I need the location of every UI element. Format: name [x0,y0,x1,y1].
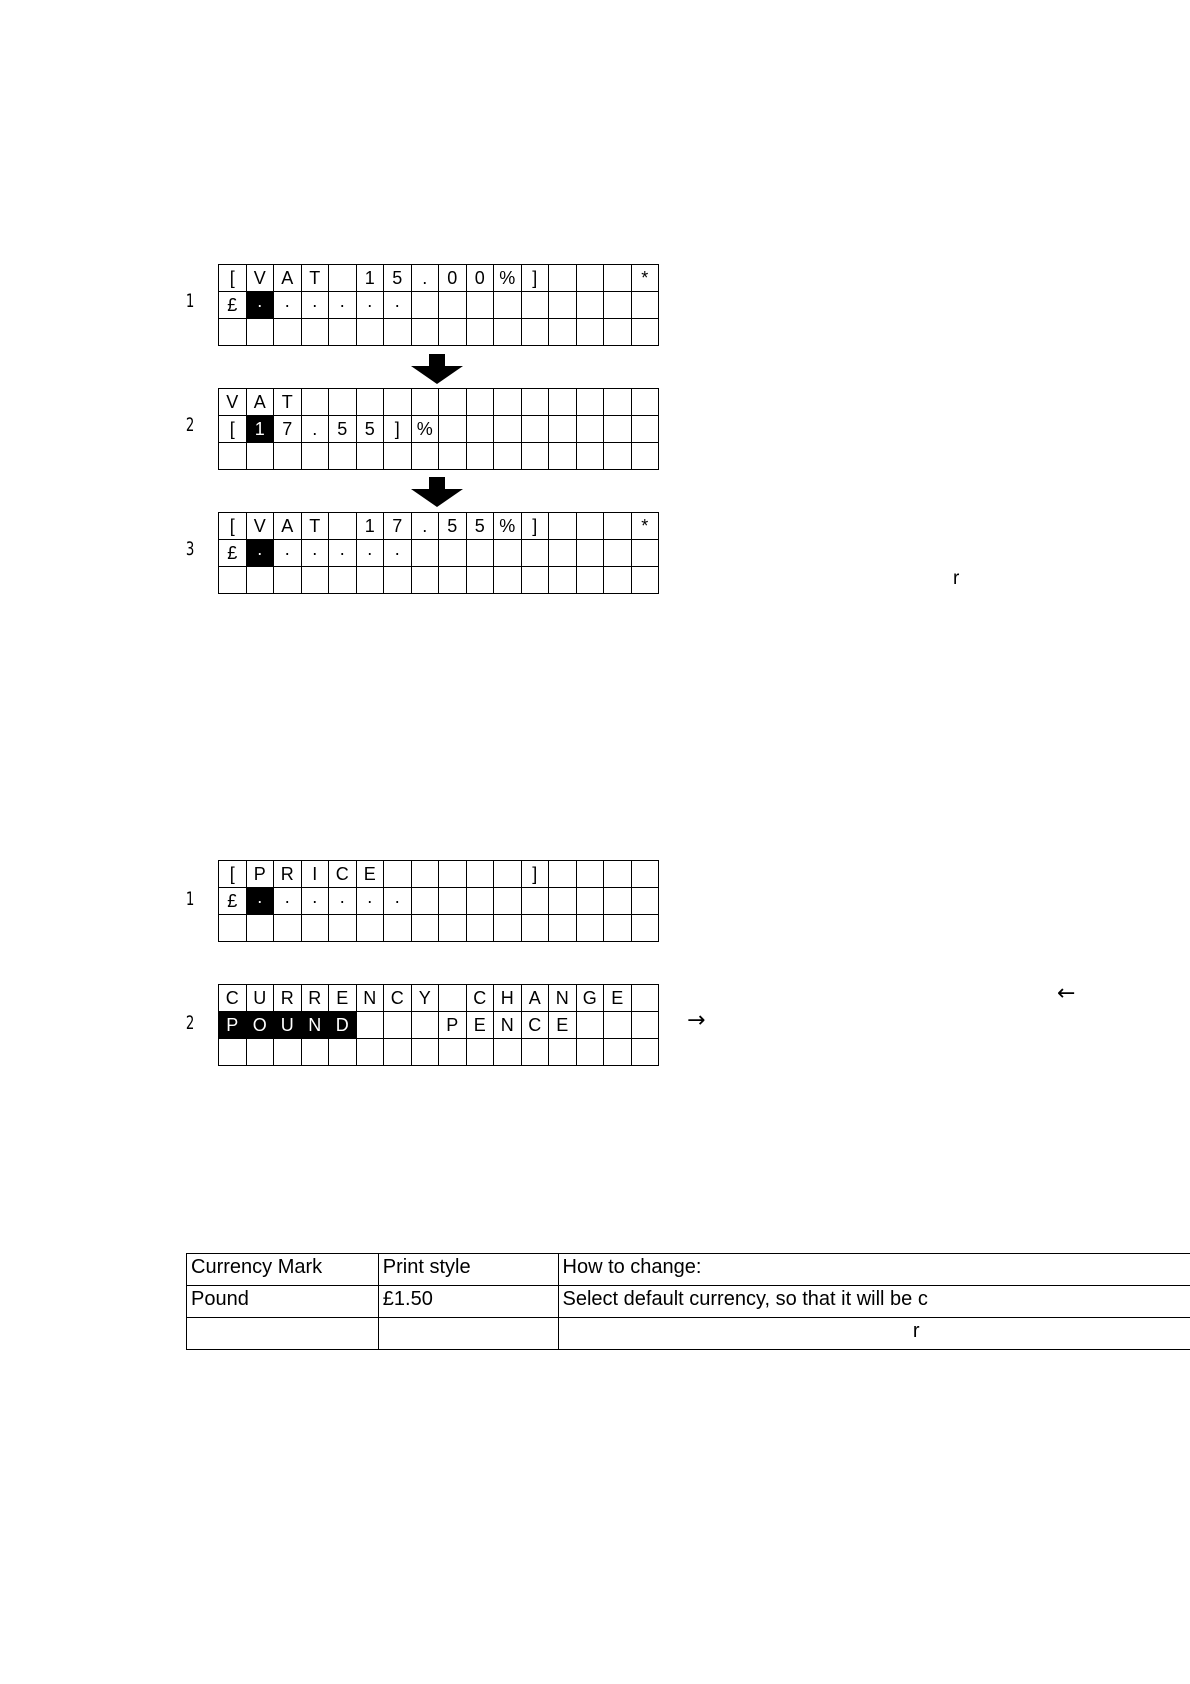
lcd-cell [494,861,522,888]
lcd-cell: ] [384,416,412,443]
cell-print-style [378,1318,558,1350]
lcd-cell [494,319,522,346]
vat-step-number: 2 [185,414,195,436]
lcd-cell [521,567,549,594]
lcd-cell: E [604,985,632,1012]
lcd-cell [576,567,604,594]
lcd-cell: R [274,861,302,888]
lcd-display [218,264,659,346]
lcd-cell [439,319,467,346]
lcd-cell [576,861,604,888]
lcd-cell [439,389,467,416]
lcd-cell: · [274,540,302,567]
lcd-row [219,567,659,594]
lcd-cell: % [494,265,522,292]
lcd-cell [549,540,577,567]
lcd-cell [466,540,494,567]
lcd-cell [301,389,329,416]
lcd-cell [301,1039,329,1066]
lcd-cell [494,915,522,942]
lcd-cell [631,1039,659,1066]
lcd-cell [384,861,412,888]
lcd-cell [439,1039,467,1066]
table-header-row [187,1254,1190,1286]
currency-table [186,1253,1190,1350]
lcd-cell: [ [219,513,247,540]
lcd-cell [576,443,604,470]
lcd-cell: A [274,265,302,292]
lcd-cell [521,389,549,416]
vat-step-number: 1 [185,290,195,312]
lcd-cell [356,567,384,594]
lcd-cell [439,443,467,470]
lcd-cell [604,915,632,942]
lcd-display [218,984,659,1066]
left-arrow-icon: ← [1057,981,1076,1006]
lcd-row [219,265,659,292]
lcd-cell [549,513,577,540]
lcd-cell [521,416,549,443]
lcd-cell: · [356,540,384,567]
lcd-cell: · [384,888,412,915]
lcd-row [219,416,659,443]
lcd-cell: · [384,540,412,567]
lcd-cell [576,416,604,443]
lcd-cell [329,1039,357,1066]
currency-step-number: 2 [185,1012,195,1034]
lcd-cell: N [301,1012,329,1039]
lcd-cell: 0 [466,265,494,292]
lcd-cell [631,389,659,416]
lcd-cell [301,567,329,594]
lcd-cell: · [329,888,357,915]
lcd-cell: · [274,292,302,319]
lcd-cell: U [274,1012,302,1039]
lcd-cell [521,1039,549,1066]
cell-how-to-change: r [558,1318,1190,1350]
lcd-cell: £ [219,540,247,567]
lcd-cell: 1 [356,513,384,540]
lcd-row [219,292,659,319]
lcd-display [218,512,659,594]
right-arrow-icon: → [687,1008,706,1033]
lcd-cell: 5 [384,265,412,292]
lcd-cell [466,389,494,416]
lcd-cell: V [246,513,274,540]
lcd-display [218,388,659,470]
lcd-cell [604,265,632,292]
lcd-row [219,888,659,915]
lcd-cell: N [356,985,384,1012]
lcd-cell: T [301,265,329,292]
lcd-cell: N [494,1012,522,1039]
lcd-cell [274,567,302,594]
lcd-cell [411,389,439,416]
lcd-cell [631,888,659,915]
lcd-cell [466,1039,494,1066]
lcd-cell: E [549,1012,577,1039]
lcd-cell: 1 [246,416,274,443]
lcd-cell [384,915,412,942]
lcd-cell [466,861,494,888]
lcd-cell [356,915,384,942]
lcd-cell: 5 [439,513,467,540]
lcd-row [219,319,659,346]
lcd-cell [301,915,329,942]
lcd-cell [576,915,604,942]
lcd-cell [549,915,577,942]
lcd-cell: £ [219,888,247,915]
lcd-cell [466,416,494,443]
lcd-cell [411,443,439,470]
lcd-cell [411,292,439,319]
lcd-cell [356,1039,384,1066]
lcd-cell: · [301,292,329,319]
lcd-cell [631,1012,659,1039]
lcd-cell: O [246,1012,274,1039]
lcd-cell: P [246,861,274,888]
lcd-cell [439,888,467,915]
lcd-cell [604,567,632,594]
lcd-cell [604,1012,632,1039]
lcd-cell: % [411,416,439,443]
lcd-cell [384,567,412,594]
lcd-cell [576,292,604,319]
lcd-cell [631,416,659,443]
currency-step-number: 1 [185,888,195,910]
down-arrow-icon [411,477,463,507]
lcd-cell [356,389,384,416]
lcd-cell: 0 [439,265,467,292]
lcd-cell [466,915,494,942]
lcd-cell [384,443,412,470]
lcd-cell [576,513,604,540]
lcd-cell: A [274,513,302,540]
lcd-display [218,860,659,942]
lcd-cell [411,1012,439,1039]
lcd-cell [274,915,302,942]
lcd-cell [219,1039,247,1066]
lcd-cell: 5 [466,513,494,540]
lcd-cell [604,443,632,470]
lcd-cell [631,319,659,346]
lcd-cell: · [301,540,329,567]
lcd-cell [411,1039,439,1066]
down-arrow-icon [411,354,463,384]
lcd-cell [549,443,577,470]
lcd-cell [494,567,522,594]
lcd-cell: C [466,985,494,1012]
lcd-cell [411,567,439,594]
lcd-cell [604,416,632,443]
table-row [187,1318,1190,1350]
lcd-cell: E [466,1012,494,1039]
lcd-cell: . [301,416,329,443]
lcd-cell: £ [219,292,247,319]
lcd-cell [301,319,329,346]
lcd-cell [604,861,632,888]
lcd-cell: · [274,888,302,915]
lcd-cell [549,265,577,292]
lcd-cell: ] [521,861,549,888]
lcd-cell [631,985,659,1012]
lcd-cell: · [246,540,274,567]
lcd-cell [356,443,384,470]
lcd-cell [439,861,467,888]
lcd-cell [329,265,357,292]
lcd-cell: * [631,513,659,540]
lcd-cell [521,443,549,470]
lcd-cell: E [329,985,357,1012]
cell-how-to-change: Select default currency, so that it will be c [558,1286,1190,1318]
lcd-cell: . [411,265,439,292]
lcd-cell: · [356,292,384,319]
lcd-row [219,513,659,540]
lcd-cell [329,567,357,594]
lcd-cell [466,567,494,594]
lcd-cell [246,567,274,594]
lcd-cell [329,319,357,346]
lcd-cell [411,861,439,888]
lcd-cell: % [494,513,522,540]
table-row [187,1286,1190,1318]
lcd-cell [576,319,604,346]
lcd-cell [384,389,412,416]
lcd-cell: · [329,292,357,319]
lcd-cell [521,888,549,915]
lcd-cell [576,265,604,292]
lcd-cell: C [219,985,247,1012]
lcd-cell [521,915,549,942]
lcd-cell [631,861,659,888]
lcd-row [219,1039,659,1066]
lcd-cell [494,443,522,470]
lcd-cell: · [246,888,274,915]
lcd-cell [521,319,549,346]
lcd-cell: C [521,1012,549,1039]
lcd-cell [219,567,247,594]
lcd-cell [246,319,274,346]
lcd-cell: ] [521,513,549,540]
lcd-cell [549,861,577,888]
lcd-cell [604,513,632,540]
lcd-cell [301,443,329,470]
lcd-cell: [ [219,416,247,443]
lcd-cell [576,1039,604,1066]
lcd-cell [521,540,549,567]
lcd-cell [329,389,357,416]
lcd-cell [631,540,659,567]
lcd-cell: A [246,389,274,416]
lcd-cell: V [246,265,274,292]
lcd-cell: . [411,513,439,540]
lcd-cell: · [356,888,384,915]
lcd-cell [631,915,659,942]
lcd-cell: 7 [384,513,412,540]
lcd-cell [631,292,659,319]
lcd-cell: 1 [356,265,384,292]
lcd-cell: Y [411,985,439,1012]
lcd-cell [439,567,467,594]
lcd-cell [274,1039,302,1066]
lcd-cell [219,319,247,346]
lcd-cell: D [329,1012,357,1039]
lcd-cell [631,443,659,470]
vat-step-number: 3 [185,538,195,560]
header-currency-mark: Currency Mark [187,1254,379,1286]
lcd-cell: · [329,540,357,567]
lcd-row [219,1012,659,1039]
lcd-cell: G [576,985,604,1012]
lcd-cell: [ [219,861,247,888]
lcd-cell [494,540,522,567]
lcd-row [219,389,659,416]
lcd-cell [411,915,439,942]
lcd-cell: E [356,861,384,888]
lcd-cell: · [246,292,274,319]
lcd-cell [439,416,467,443]
lcd-cell: 7 [274,416,302,443]
lcd-cell [411,540,439,567]
lcd-cell [246,1039,274,1066]
lcd-cell: V [219,389,247,416]
lcd-cell: 5 [356,416,384,443]
lcd-cell [411,319,439,346]
lcd-cell: [ [219,265,247,292]
lcd-cell [604,319,632,346]
cell-currency-mark: Pound [187,1286,379,1318]
lcd-cell [494,416,522,443]
lcd-cell [439,292,467,319]
lcd-row [219,915,659,942]
lcd-cell [604,292,632,319]
lcd-cell [576,389,604,416]
lcd-cell [466,319,494,346]
stray-text: r [953,568,960,589]
lcd-cell: C [384,985,412,1012]
lcd-cell [631,567,659,594]
lcd-cell [549,1039,577,1066]
lcd-cell [576,540,604,567]
lcd-cell: N [549,985,577,1012]
lcd-cell [576,1012,604,1039]
lcd-cell [466,443,494,470]
lcd-cell [219,443,247,470]
lcd-cell [494,888,522,915]
lcd-cell [439,540,467,567]
lcd-cell [549,888,577,915]
lcd-cell [549,416,577,443]
lcd-cell [604,540,632,567]
lcd-cell: 5 [329,416,357,443]
lcd-cell [604,389,632,416]
lcd-cell [549,292,577,319]
lcd-cell [356,1012,384,1039]
lcd-cell [549,319,577,346]
lcd-cell [549,389,577,416]
lcd-row [219,861,659,888]
lcd-cell [246,443,274,470]
lcd-cell [384,1039,412,1066]
lcd-cell [411,888,439,915]
lcd-cell [329,443,357,470]
lcd-cell [329,915,357,942]
lcd-cell: · [301,888,329,915]
lcd-cell [246,915,274,942]
lcd-cell [439,915,467,942]
lcd-cell: C [329,861,357,888]
lcd-cell [356,319,384,346]
lcd-cell [521,292,549,319]
lcd-cell: P [219,1012,247,1039]
lcd-row [219,985,659,1012]
lcd-cell [274,443,302,470]
lcd-cell: H [494,985,522,1012]
header-how-to-change: How to change: [558,1254,1190,1286]
lcd-cell: R [274,985,302,1012]
lcd-cell [494,292,522,319]
lcd-row [219,540,659,567]
lcd-cell [549,567,577,594]
lcd-cell: U [246,985,274,1012]
lcd-cell [439,985,467,1012]
cell-print-style: £1.50 [378,1286,558,1318]
lcd-cell: T [274,389,302,416]
lcd-cell [494,389,522,416]
lcd-cell [604,1039,632,1066]
lcd-cell: I [301,861,329,888]
lcd-cell [604,888,632,915]
lcd-cell [466,292,494,319]
lcd-cell [494,1039,522,1066]
lcd-cell [384,1012,412,1039]
lcd-cell [329,513,357,540]
lcd-cell [219,915,247,942]
lcd-cell: · [384,292,412,319]
lcd-cell: T [301,513,329,540]
lcd-cell [466,888,494,915]
cell-currency-mark [187,1318,379,1350]
lcd-cell: R [301,985,329,1012]
header-print-style: Print style [378,1254,558,1286]
lcd-cell: ] [521,265,549,292]
lcd-cell: P [439,1012,467,1039]
lcd-cell: A [521,985,549,1012]
lcd-row [219,443,659,470]
lcd-cell [384,319,412,346]
lcd-cell [576,888,604,915]
lcd-cell: * [631,265,659,292]
lcd-cell [274,319,302,346]
